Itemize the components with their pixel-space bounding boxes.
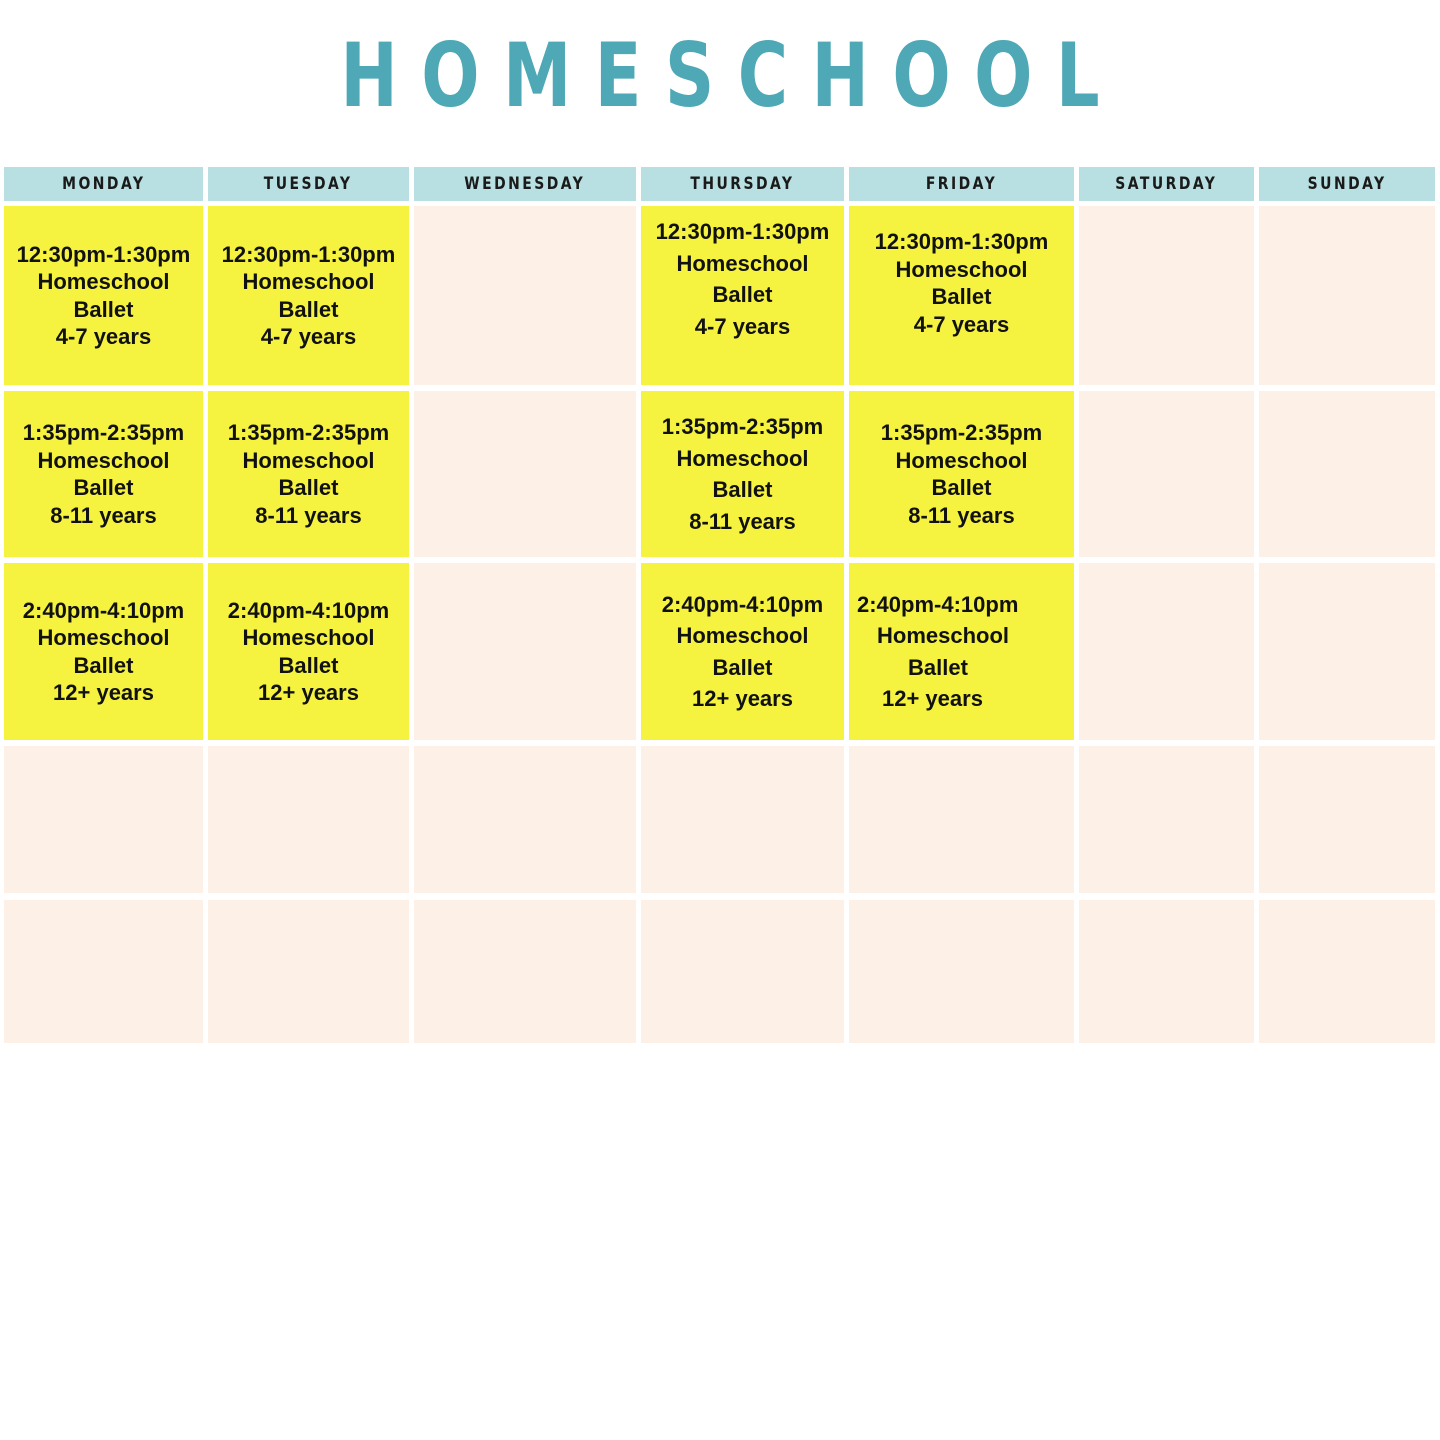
class-cell-monday-3: 2:40pm-4:10pm Homeschool Ballet 12+ years xyxy=(4,563,203,740)
empty-cell xyxy=(208,746,409,893)
class-cell-monday-2: 1:35pm-2:35pm Homeschool Ballet 8-11 years xyxy=(4,391,203,557)
class-cell-thursday-2: 1:35pm-2:35pm Homeschool Ballet 8-11 years xyxy=(641,391,844,557)
empty-cell xyxy=(849,900,1074,1043)
empty-cell xyxy=(414,206,636,385)
class-cell-friday-2: 1:35pm-2:35pm Homeschool Ballet 8-11 years xyxy=(849,391,1074,557)
empty-cell xyxy=(1259,900,1435,1043)
empty-cell xyxy=(641,746,844,893)
header-monday: MONDAY xyxy=(4,167,203,201)
empty-cell xyxy=(1079,900,1254,1043)
class-cell-tuesday-1: 12:30pm-1:30pm Homeschool Ballet 4-7 years xyxy=(208,206,409,385)
empty-cell xyxy=(208,900,409,1043)
empty-cell xyxy=(1259,746,1435,893)
class-cell-tuesday-3: 2:40pm-4:10pm Homeschool Ballet 12+ years xyxy=(208,563,409,740)
empty-cell xyxy=(4,900,203,1043)
empty-cell xyxy=(849,746,1074,893)
header-wednesday: WEDNESDAY xyxy=(414,167,636,201)
header-tuesday: TUESDAY xyxy=(208,167,409,201)
page-title: HOMESCHOOL xyxy=(340,24,1124,127)
empty-cell xyxy=(4,746,203,893)
class-cell-thursday-1: 12:30pm-1:30pm Homeschool Ballet 4-7 years xyxy=(641,206,844,385)
class-cell-friday-1: 12:30pm-1:30pm Homeschool Ballet 4-7 years xyxy=(849,206,1074,385)
empty-cell xyxy=(1259,563,1435,740)
empty-cell xyxy=(1079,746,1254,893)
class-cell-monday-1: 12:30pm-1:30pm Homeschool Ballet 4-7 years xyxy=(4,206,203,385)
class-cell-tuesday-2: 1:35pm-2:35pm Homeschool Ballet 8-11 years xyxy=(208,391,409,557)
empty-cell xyxy=(1259,391,1435,557)
empty-cell xyxy=(1079,563,1254,740)
empty-cell xyxy=(414,900,636,1043)
header-saturday: SATURDAY xyxy=(1079,167,1254,201)
empty-cell xyxy=(1079,391,1254,557)
class-cell-thursday-3: 2:40pm-4:10pm Homeschool Ballet 12+ years xyxy=(641,563,844,740)
empty-cell xyxy=(641,900,844,1043)
header-thursday: THURSDAY xyxy=(641,167,844,201)
empty-cell xyxy=(414,746,636,893)
header-friday: FRIDAY xyxy=(849,167,1074,201)
empty-cell xyxy=(414,563,636,740)
empty-cell xyxy=(1079,206,1254,385)
header-sunday: SUNDAY xyxy=(1259,167,1435,201)
empty-cell xyxy=(414,391,636,557)
class-cell-friday-3: 2:40pm-4:10pm Homeschool Ballet 12+ years xyxy=(849,563,1074,740)
empty-cell xyxy=(1259,206,1435,385)
